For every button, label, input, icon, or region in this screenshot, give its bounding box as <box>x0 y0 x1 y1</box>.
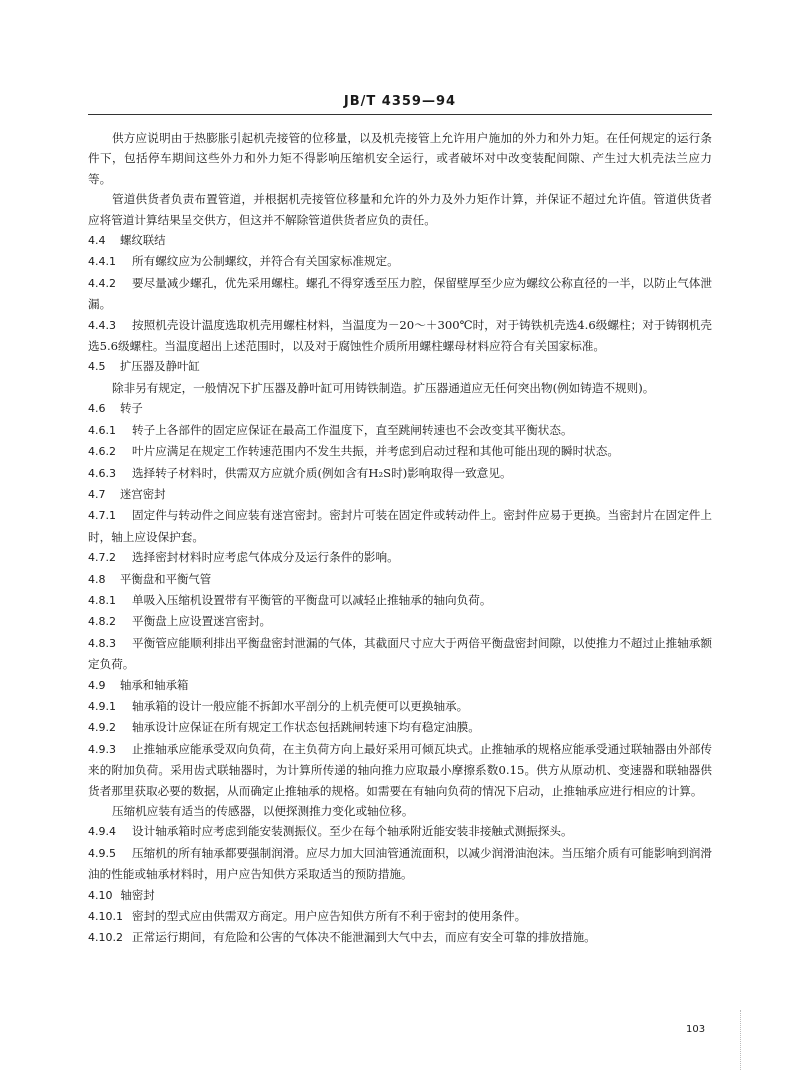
section-heading <box>88 230 712 251</box>
clause <box>88 420 712 441</box>
section-title: 螺纹联结 <box>120 233 166 248</box>
clause <box>88 633 712 675</box>
clause <box>88 927 712 948</box>
section-number: 4.7 <box>88 487 106 501</box>
clause-number: 4.6.3 <box>88 466 116 480</box>
clause <box>88 821 712 842</box>
clause <box>88 843 712 885</box>
section-title: 扩压器及静叶缸 <box>120 359 200 374</box>
section-number: 4.5 <box>88 360 106 374</box>
clause-text: 平衡盘上应设置迷宫密封。 <box>132 614 272 629</box>
clause-text: 固定件与转动件之间应装有迷宫密封。密封片可装在固定件或转动件上。密封件应易于更换。当密封片在固定件上时，轴上应设保护套。 <box>88 508 712 544</box>
clause-text: 密封的型式应由供需双方商定。用户应告知供方所有不利于密封的使用条件。 <box>132 909 527 924</box>
section-number: 4.9 <box>88 678 106 692</box>
clause-text: 选择转子材料时，供需双方应就介质(例如含有H₂S时)影响取得一致意见。 <box>132 465 512 480</box>
clause <box>88 696 712 717</box>
clause-number: 4.10.1 <box>88 910 123 924</box>
clause-number: 4.9.2 <box>88 721 116 735</box>
header-rule <box>88 114 712 115</box>
clause <box>88 273 712 315</box>
clause-number: 4.9.5 <box>88 846 116 860</box>
clause <box>88 717 712 738</box>
section-number: 4.8 <box>88 572 106 586</box>
clause-text: 轴承箱的设计一般应能不拆卸水平剖分的上机壳便可以更换轴承。 <box>132 698 469 713</box>
clause-number: 4.9.1 <box>88 699 116 713</box>
clause-text: 平衡管应能顺利排出平衡盘密封泄漏的气体，其截面尺寸应大于两倍平衡盘密封间隙，以使推力不超过止推轴承额定负荷。 <box>88 635 712 672</box>
clause <box>88 463 712 484</box>
clause-text: 单吸入压缩机设置带有平衡管的平衡盘可以减轻止推轴承的轴向负荷。 <box>132 592 492 607</box>
section-title: 平衡盘和平衡气管 <box>120 571 212 586</box>
document-body <box>88 128 712 949</box>
clause-text: 压缩机的所有轴承都要强制润滑。应尽力加大回油管通流面积，以减少润滑油泡沫。当压缩介质有可能影响到润滑油的性能或轴承材料时，用户应告知供方采取适当的预防措施。 <box>88 845 712 882</box>
section-title: 轴密封 <box>120 887 155 902</box>
clause-number: 4.7.1 <box>88 509 116 523</box>
clause-text: 叶片应满足在规定工作转速范围内不发生共振，并考虑到启动过程和其他可能出现的瞬时状态。 <box>132 444 619 459</box>
clause-number: 4.6.2 <box>88 445 116 459</box>
clause <box>88 739 712 801</box>
clause-number: 4.4.2 <box>88 276 116 290</box>
clause-text: 止推轴承应能承受双向负荷，在主负荷方向上最好采用可倾瓦块式。止推轴承的规格应能承受通过联轴器由外部传来的附加负荷。采用齿式联轴器时，为计算所传递的轴向推力应取最小摩擦系数0.15。供方从原动机、变速器和联轴器供货者那里获取必要的数据，从而确定止推轴承的规格。如需要在有轴向负荷的情况下启动，止推轴承应进行相应的计算。 <box>88 741 712 798</box>
section-number: 4.10 <box>88 888 113 902</box>
page-number: 103 <box>686 1024 706 1035</box>
clause-text: 按照机壳设计温度选取机壳用螺柱材料，当温度为－20～＋300℃时，对于铸铁机壳选4.6级螺柱；对于铸钢机壳选5.6级螺柱。当温度超出上述范围时，以及对于腐蚀性介质所用螺柱螺母材料应符合有关国家标准。 <box>88 317 712 354</box>
clause-text: 设计轴承箱时应考虑到能安装测振仪。至少在每个轴承附近能安装非接触式测振探头。 <box>132 824 573 839</box>
clause <box>88 505 712 547</box>
clause <box>88 441 712 462</box>
paragraph: 除非另有规定，一般情况下扩压器及静叶缸可用铸铁制造。扩压器通道应无任何突出物(例如铸造不规则)。 <box>112 380 655 395</box>
clause-number: 4.7.2 <box>88 551 116 565</box>
section-heading <box>88 356 712 377</box>
section-number: 4.6 <box>88 402 106 416</box>
section-number: 4.4 <box>88 234 106 248</box>
page-header: JB/T 4359—94 <box>343 94 457 109</box>
paragraph: 供方应说明由于热膨胀引起机壳接管的位移量，以及机壳接管上允许用户施加的外力和外力矩。在任何规定的运行条件下，包括停车期间这些外力和外力矩不得影响压缩机安全运行，或者破坏对中改变装配间隙、产生过大机壳法兰应力等。 <box>88 131 712 186</box>
clause-number: 4.9.3 <box>88 742 116 756</box>
clause <box>88 547 712 568</box>
section-heading <box>88 675 712 696</box>
clause-number: 4.4.1 <box>88 255 116 269</box>
clause-text: 选择密封材料时应考虑气体成分及运行条件的影响。 <box>132 550 399 565</box>
section-heading <box>88 398 712 419</box>
clause-number: 4.8.3 <box>88 636 116 650</box>
section-heading <box>88 484 712 505</box>
clause <box>88 590 712 611</box>
scan-margin-mark <box>740 1010 742 1070</box>
section-title: 轴承和轴承箱 <box>120 677 189 692</box>
clause-text: 轴承设计应保证在所有规定工作状态包括跳闸转速下均有稳定油膜。 <box>132 720 480 735</box>
clause <box>88 611 712 632</box>
section-heading <box>88 885 712 906</box>
clause-number: 4.8.2 <box>88 615 116 629</box>
clause-text: 要尽量减少螺孔，优先采用螺柱。螺孔不得穿透至压力腔，保留壁厚至少应为螺纹公称直径的一半，以防止气体泄漏。 <box>88 275 712 312</box>
clause <box>88 315 712 357</box>
section-title: 转子 <box>120 401 143 416</box>
clause-text: 转子上各部件的固定应保证在最高工作温度下，直至跳闸转速也不会改变其平衡状态。 <box>132 422 573 437</box>
paragraph: 管道供货者负责布置管道，并根据机壳接管位移量和允许的外力及外力矩作计算，并保证不超过允许值。管道供货者应将管道计算结果呈交供方，但这并不解除管道供货者应负的责任。 <box>88 192 712 227</box>
clause-number: 4.6.1 <box>88 423 116 437</box>
clause <box>88 251 712 272</box>
clause-number: 4.9.4 <box>88 825 116 839</box>
clause-number: 4.4.3 <box>88 318 116 332</box>
clause <box>88 906 712 927</box>
paragraph: 压缩机应装有适当的传感器，以便探测推力变化或轴位移。 <box>112 804 414 818</box>
clause-text: 所有螺纹应为公制螺纹，并符合有关国家标准规定。 <box>132 254 399 269</box>
clause-number: 4.10.2 <box>88 931 123 945</box>
section-title: 迷宫密封 <box>120 486 166 501</box>
clause-text: 正常运行期间，有危险和公害的气体决不能泄漏到大气中去，而应有安全可靠的排放措施。 <box>132 930 596 945</box>
section-heading <box>88 569 712 590</box>
clause-number: 4.8.1 <box>88 593 116 607</box>
